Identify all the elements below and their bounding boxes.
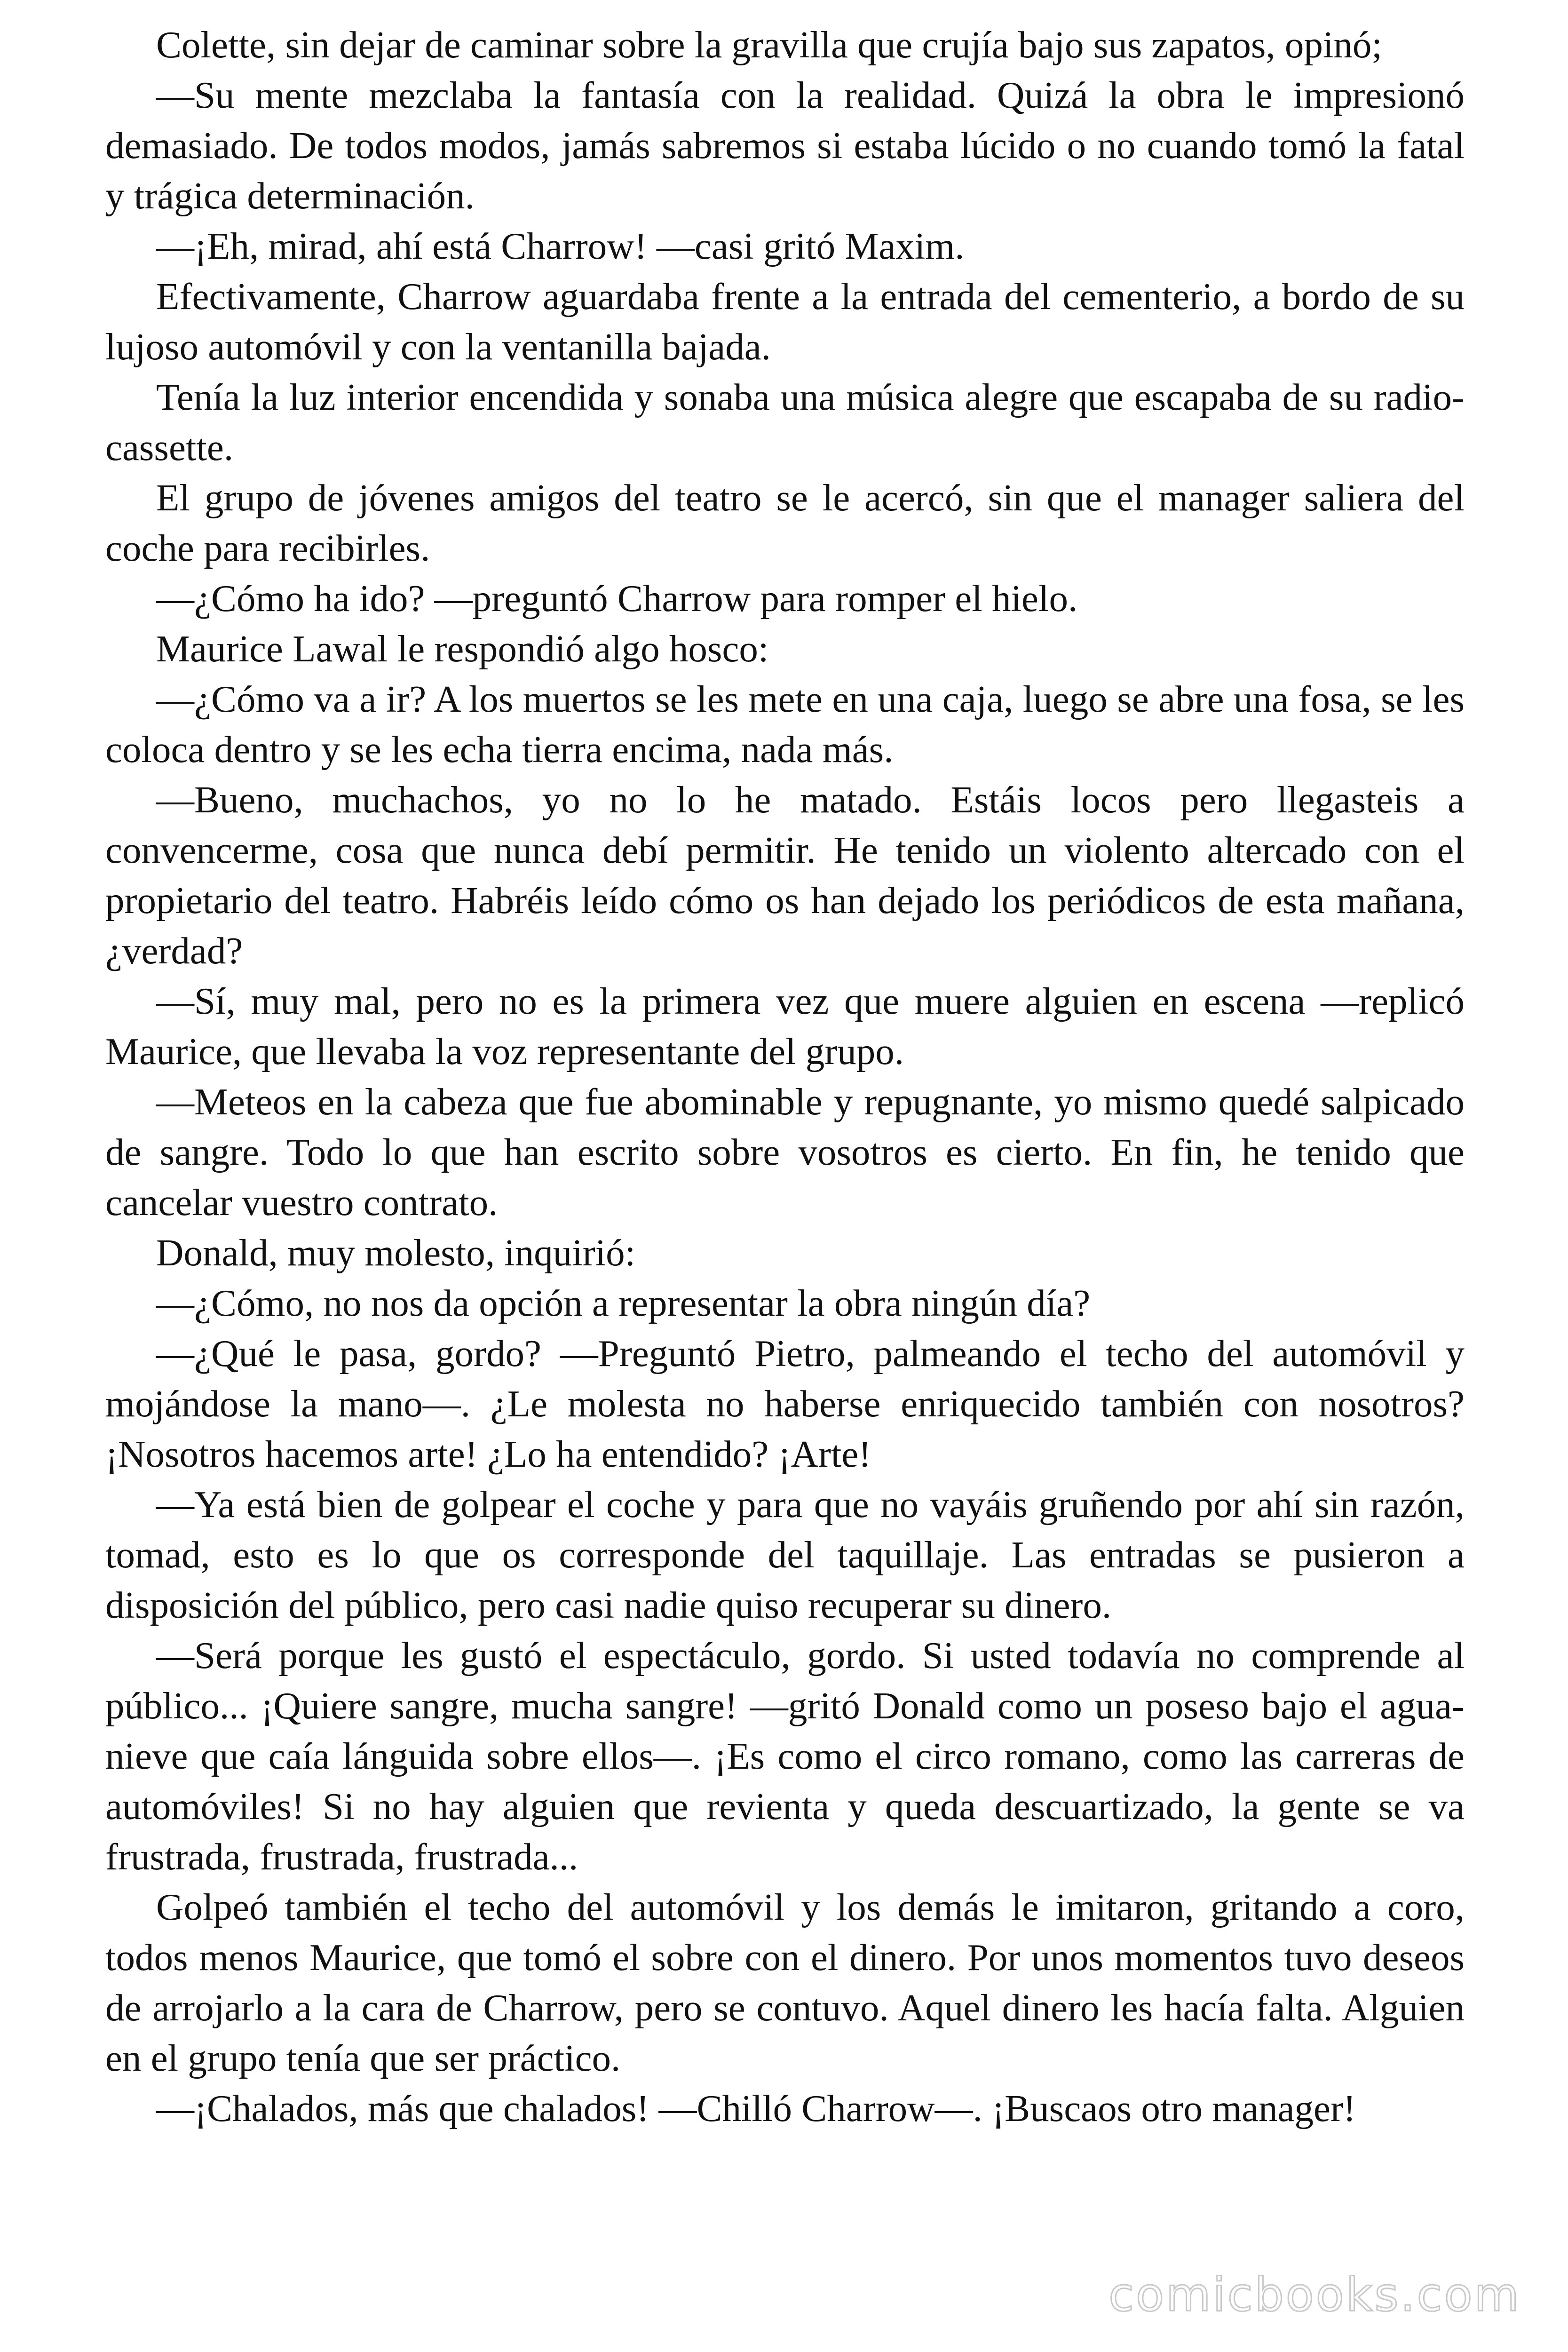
- paragraph: —Sí, muy mal, pero no es la primera vez que muere alguien en escena —replicó Maurice, que llevaba la voz representante del grupo.: [105, 980, 1465, 1073]
- paragraph: —Su mente mezclaba la fantasía con la realidad. Quizá la obra le impresionó demasiado. De todos modos, jamás sabremos si estaba lúcido o no cuando tomó la fatal y trágica determinación.: [105, 74, 1465, 217]
- paragraph: Efectivamente, Charrow aguardaba frente a la entrada del cementerio, a bordo de su lujoso automóvil y con la ventanilla bajada.: [105, 275, 1465, 368]
- paragraph: —¿Cómo ha ido? —preguntó Charrow para romper el hielo.: [156, 577, 1078, 620]
- paragraph: —¿Cómo, no nos da opción a representar la obra ningún día?: [156, 1282, 1091, 1324]
- paragraph: —¿Qué le pasa, gordo? —Preguntó Pietro, palmeando el techo del automóvil y mojándose la mano—. ¿Le molesta no haberse enriquecido también con nosotros? ¡Nosotros hacemos arte! ¿Lo ha entendido? ¡Arte!: [105, 1332, 1465, 1475]
- paragraph: Golpeó también el techo del automóvil y los demás le imitaron, gritando a coro, todos menos Maurice, que tomó el sobre con el dinero. Por unos momentos tuvo deseos de arrojarlo a la cara de Charrow, pero se contuvo. Aquel dinero les hacía falta. Alguien en el grupo tenía que ser práctico.: [105, 1886, 1465, 2079]
- paragraph: —Meteos en la cabeza que fue abominable y repugnante, yo mismo quedé salpicado de sangre. Todo lo que han escrito sobre vosotros es cierto. En fin, he tenido que cancelar vuestro contrato.: [105, 1081, 1465, 1224]
- paragraph: —¿Cómo va a ir? A los muertos se les mete en una caja, luego se abre una fosa, se les coloca dentro y se les echa tierra encima, nada más.: [105, 678, 1465, 771]
- paragraph: Tenía la luz interior encendida y sonaba una música alegre que escapaba de su radio-cassette.: [105, 376, 1465, 469]
- paragraph: —Será porque les gustó el espectáculo, gordo. Si usted todavía no comprende al público... ¡Quiere sangre, mucha sangre! —gritó Donald como un poseso bajo el agua-nieve que caía lánguida sobre ellos—. ¡Es como el circo romano, como las carreras de automóviles! Si no hay alguien que revienta y queda descuartizado, la gente se va frustrada, frustrada, frustrada...: [105, 1634, 1465, 1878]
- paragraph: El grupo de jóvenes amigos del teatro se le acercó, sin que el manager saliera del coche para recibirles.: [105, 477, 1465, 569]
- paragraph: Donald, muy molesto, inquirió:: [156, 1232, 636, 1274]
- paragraph: Colette, sin dejar de caminar sobre la gravilla que crujía bajo sus zapatos, opinó;: [156, 24, 1382, 66]
- watermark: comicbooks.com: [1109, 2268, 1521, 2322]
- paragraph: —Ya está bien de golpear el coche y para que no vayáis gruñendo por ahí sin razón, tomad, esto es lo que os corresponde del taquillaje. Las entradas se pusieron a disposición del público, pero casi nadie quiso recuperar su dinero.: [105, 1483, 1465, 1626]
- paragraph: —Bueno, muchachos, yo no lo he matado. Estáis locos pero llegasteis a convencerme, cosa que nunca debí permitir. He tenido un violento altercado con el propietario del teatro. Habréis leído cómo os han dejado los periódicos de esta mañana, ¿verdad?: [105, 779, 1465, 972]
- book-page-text: [105, 20, 1465, 2134]
- paragraph: —¡Chalados, más que chalados! —Chilló Charrow—. ¡Buscaos otro manager!: [156, 2087, 1356, 2130]
- paragraph: —¡Eh, mirad, ahí está Charrow! —casi gritó Maxim.: [156, 225, 965, 267]
- paragraph: Maurice Lawal le respondió algo hosco:: [156, 628, 769, 670]
